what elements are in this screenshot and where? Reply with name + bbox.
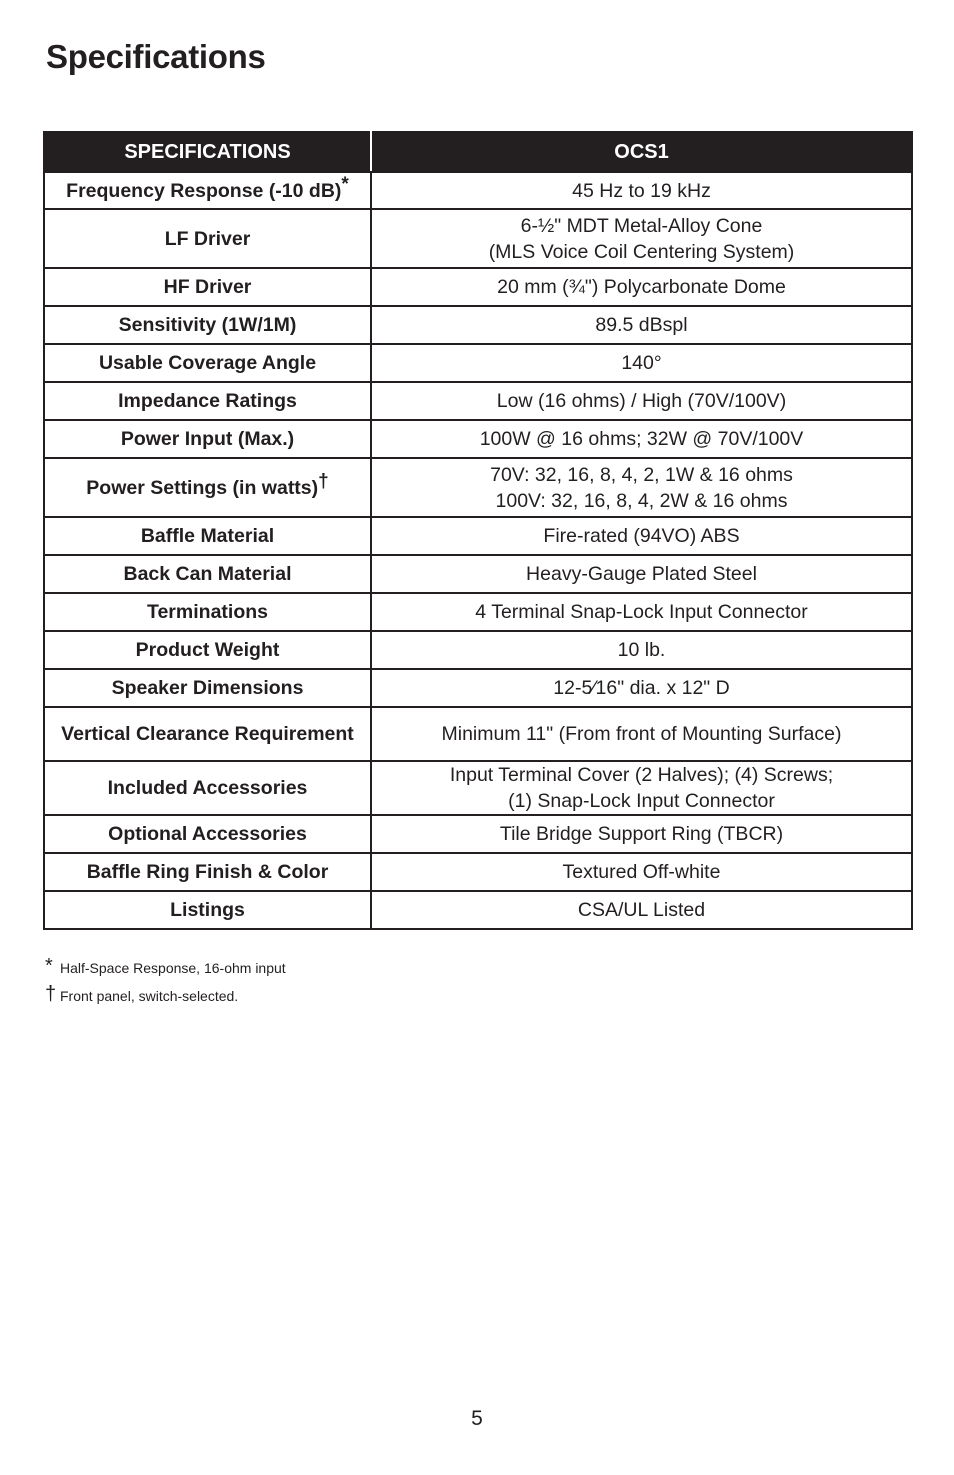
spec-label-text: Power Settings (in watts) xyxy=(86,476,319,499)
spec-label xyxy=(44,761,371,815)
table-row xyxy=(44,593,912,631)
table-row xyxy=(44,631,912,669)
spec-label xyxy=(44,707,371,761)
spec-value xyxy=(371,631,912,669)
spec-label-text: LF Driver xyxy=(164,227,251,250)
spec-label-text: Power Input (Max.) xyxy=(120,428,295,450)
table-row xyxy=(44,458,912,517)
spec-label xyxy=(44,517,371,555)
footnote-mark: * xyxy=(45,955,53,977)
footnote xyxy=(45,956,286,984)
spec-value xyxy=(371,707,912,761)
spec-label xyxy=(44,555,371,593)
spec-value-line: 89.5 dBspl xyxy=(595,314,688,336)
spec-value xyxy=(371,420,912,458)
table-header-row xyxy=(44,132,912,172)
spec-value-line: 100V: 32, 16, 8, 4, 2W & 16 ohms xyxy=(495,489,788,512)
spec-label-text: Baffle Material xyxy=(140,525,275,547)
spec-label xyxy=(44,382,371,420)
spec-value xyxy=(371,306,912,344)
table-row xyxy=(44,555,912,593)
footnote xyxy=(45,984,286,1012)
spec-value-line: 6-½" MDT Metal-Alloy Cone xyxy=(520,214,763,237)
spec-value-line: CSA/UL Listed xyxy=(577,899,706,921)
spec-value xyxy=(371,268,912,306)
spec-label-text: Impedance Ratings xyxy=(118,390,297,412)
spec-label-text: Frequency Response (-10 dB) xyxy=(66,179,342,202)
column-header-model: OCS1 xyxy=(371,132,912,172)
spec-value-line: Fire-rated (94VO) ABS xyxy=(543,525,740,547)
spec-value-line: Minimum 11" (From front of Mounting Surface) xyxy=(441,723,842,745)
footnote-text: Half-Space Response, 16-ohm input xyxy=(60,960,286,976)
spec-value-line: Heavy-Gauge Plated Steel xyxy=(526,563,757,585)
table-row xyxy=(44,891,912,929)
spec-label xyxy=(44,458,371,517)
spec-value-line: Input Terminal Cover (2 Halves); (4) Screws; xyxy=(449,764,834,786)
footnote-reference: * xyxy=(341,173,349,195)
spec-value-line: 10 lb. xyxy=(617,639,666,661)
spec-label xyxy=(44,268,371,306)
column-header-specifications: SPECIFICATIONS xyxy=(44,132,371,172)
spec-value xyxy=(371,815,912,853)
spec-value-line: Low (16 ohms) / High (70V/100V) xyxy=(496,390,787,412)
spec-value xyxy=(371,382,912,420)
spec-value xyxy=(371,209,912,268)
spec-label-text: Baffle Ring Finish & Color xyxy=(86,861,329,883)
spec-label xyxy=(44,853,371,891)
spec-value xyxy=(371,458,912,517)
spec-value xyxy=(371,555,912,593)
spec-value xyxy=(371,761,912,815)
spec-label xyxy=(44,593,371,631)
spec-label-text: Terminations xyxy=(147,601,268,623)
spec-value-line: (1) Snap-Lock Input Connector xyxy=(508,790,775,812)
spec-label xyxy=(44,669,371,707)
page-number: 5 xyxy=(471,1407,483,1430)
table-row xyxy=(44,306,912,344)
table-row xyxy=(44,268,912,306)
spec-value-line: 4 Terminal Snap-Lock Input Connector xyxy=(475,601,808,623)
spec-value-line: Textured Off-white xyxy=(562,861,721,883)
spec-label-text: Back Can Material xyxy=(123,563,292,585)
table-row xyxy=(44,669,912,707)
spec-value-line: 100W @ 16 ohms; 32W @ 70V/100V xyxy=(479,428,804,450)
spec-label-text: Optional Accessories xyxy=(108,823,307,845)
spec-label-text: Usable Coverage Angle xyxy=(98,352,317,374)
spec-label-text: Vertical Clearance Requirement xyxy=(61,723,354,745)
spec-value xyxy=(371,891,912,929)
spec-label xyxy=(44,815,371,853)
table-row xyxy=(44,815,912,853)
spec-label xyxy=(44,306,371,344)
table-body xyxy=(44,172,912,929)
spec-value xyxy=(371,172,912,209)
spec-value-line: 140° xyxy=(621,352,662,374)
spec-label-text: HF Driver xyxy=(163,276,252,298)
spec-label xyxy=(44,631,371,669)
footnote-text: Front panel, switch-selected. xyxy=(60,988,239,1004)
table-row xyxy=(44,209,912,268)
table-row xyxy=(44,761,912,815)
table-row xyxy=(44,853,912,891)
table-row xyxy=(44,172,912,209)
table-row xyxy=(44,517,912,555)
spec-value xyxy=(371,853,912,891)
table-row xyxy=(44,344,912,382)
table-row xyxy=(44,382,912,420)
spec-label xyxy=(44,344,371,382)
specifications-table xyxy=(43,131,913,930)
spec-value xyxy=(371,344,912,382)
page-title: Specifications xyxy=(46,38,266,75)
spec-label-text: Included Accessories xyxy=(107,777,308,799)
footnotes xyxy=(45,956,286,1012)
spec-label-text: Product Weight xyxy=(135,639,280,661)
spec-value-line: 45 Hz to 19 kHz xyxy=(572,179,711,202)
spec-label xyxy=(44,420,371,458)
spec-label-text: Sensitivity (1W/1M) xyxy=(118,314,297,336)
spec-value-line: (MLS Voice Coil Centering System) xyxy=(488,240,795,263)
spec-value xyxy=(371,669,912,707)
spec-label xyxy=(44,172,371,209)
table-row xyxy=(44,420,912,458)
spec-value-line: Tile Bridge Support Ring (TBCR) xyxy=(499,823,784,845)
spec-label-text: Speaker Dimensions xyxy=(111,677,304,699)
spec-value-line: 20 mm (¾") Polycarbonate Dome xyxy=(497,276,786,298)
table-row xyxy=(44,707,912,761)
spec-value xyxy=(371,593,912,631)
spec-label xyxy=(44,209,371,268)
spec-label-text: Listings xyxy=(170,899,245,921)
spec-label xyxy=(44,891,371,929)
spec-value xyxy=(371,517,912,555)
spec-value-line: 12-5⁄16" dia. x 12" D xyxy=(553,677,730,699)
spec-value-line: 70V: 32, 16, 8, 4, 2, 1W & 16 ohms xyxy=(490,463,793,486)
footnote-mark: † xyxy=(45,983,57,1005)
footnote-reference: † xyxy=(318,470,329,492)
